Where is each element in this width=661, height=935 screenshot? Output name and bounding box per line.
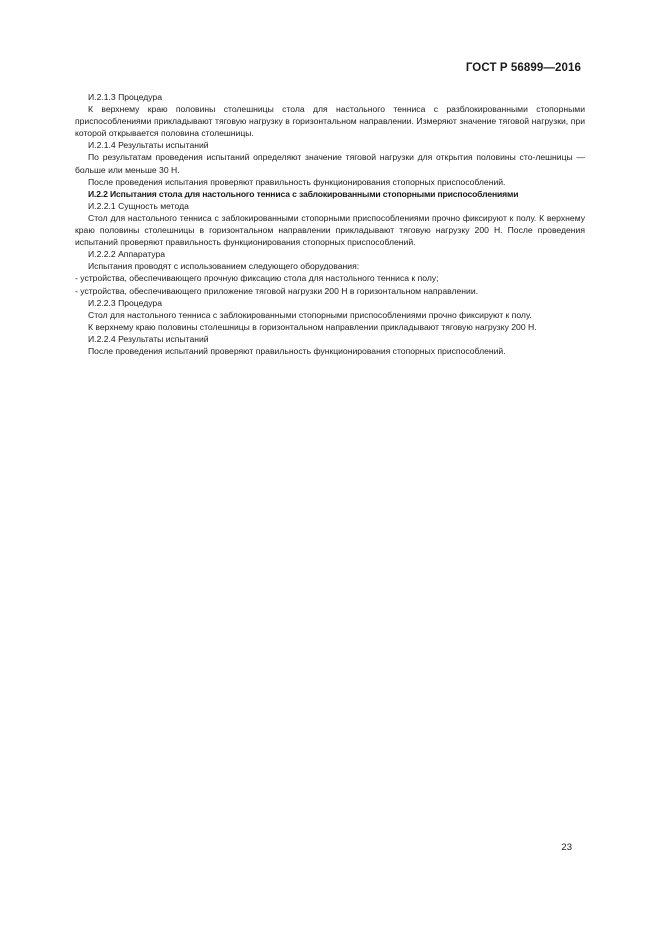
paragraph: После проведения испытания проверяют правильность функционирования стопорных приспособлений. bbox=[88, 176, 506, 187]
section-heading: И.2.1.3 Процедура bbox=[88, 92, 162, 102]
section-heading: И.2.2.1 Сущность метода bbox=[88, 200, 189, 211]
paragraph: Стол для настольного тенниса с заблокированными стопорными приспособлениями прочно фиксируют к полу. К верхнему краю половины столешницы в горизонтальном направлении прикладывают тяговую нагрузку 200 Н. После проведения испытаний проверяют правильность функционирования стопорных приспособлений. bbox=[75, 212, 585, 248]
paragraph: К верхнему краю половины столешницы стола для настольного тенниса с разблокированными стопорными приспособлениями прикладывают тяговую нагрузку в горизонтальном направлении. Измеряют значение тяговой нагрузки, при которой открывается половина столешницы. bbox=[75, 104, 585, 139]
paragraph: Стол для настольного тенниса с заблокированными стопорными приспособлениями прочно фиксируют к полу. bbox=[88, 309, 532, 320]
section-heading: И.2.1.4 Результаты испытаний bbox=[88, 140, 209, 151]
document-body bbox=[75, 91, 585, 357]
paragraph: Испытания проводят с использованием следующего оборудования: bbox=[88, 261, 360, 272]
list-item: - устройства, обеспечивающего приложение тяговой нагрузки 200 Н в горизонтальном направлении. bbox=[75, 285, 479, 296]
section-heading: И.2.2.4 Результаты испытаний bbox=[88, 333, 209, 344]
paragraph: К верхнему краю половины столешницы в горизонтальном направлении прикладывают тяговую нагрузку 200 Н. bbox=[88, 321, 537, 332]
section-heading: И.2.2.2 Аппаратура bbox=[88, 249, 166, 260]
section-heading: И.2.2.3 Процедура bbox=[88, 297, 162, 308]
page-number: 23 bbox=[561, 842, 572, 853]
document-header: ГОСТ Р 56899—2016 bbox=[465, 62, 581, 74]
paragraph: После проведения испытаний проверяют правильность функционирования стопорных приспособлений. bbox=[88, 345, 506, 356]
paragraph: По результатам проведения испытаний определяют значение тяговой нагрузки для открытия половины сто-лешницы — больше или меньше 30 Н. bbox=[75, 152, 585, 175]
list-item: - устройства, обеспечивающего прочную фиксацию стола для настольного тенниса к полу; bbox=[75, 273, 439, 284]
subsection-heading: И.2.2 Испытания стола для настольного тенниса с заблокированными стопорными приспособлениями bbox=[88, 188, 519, 199]
